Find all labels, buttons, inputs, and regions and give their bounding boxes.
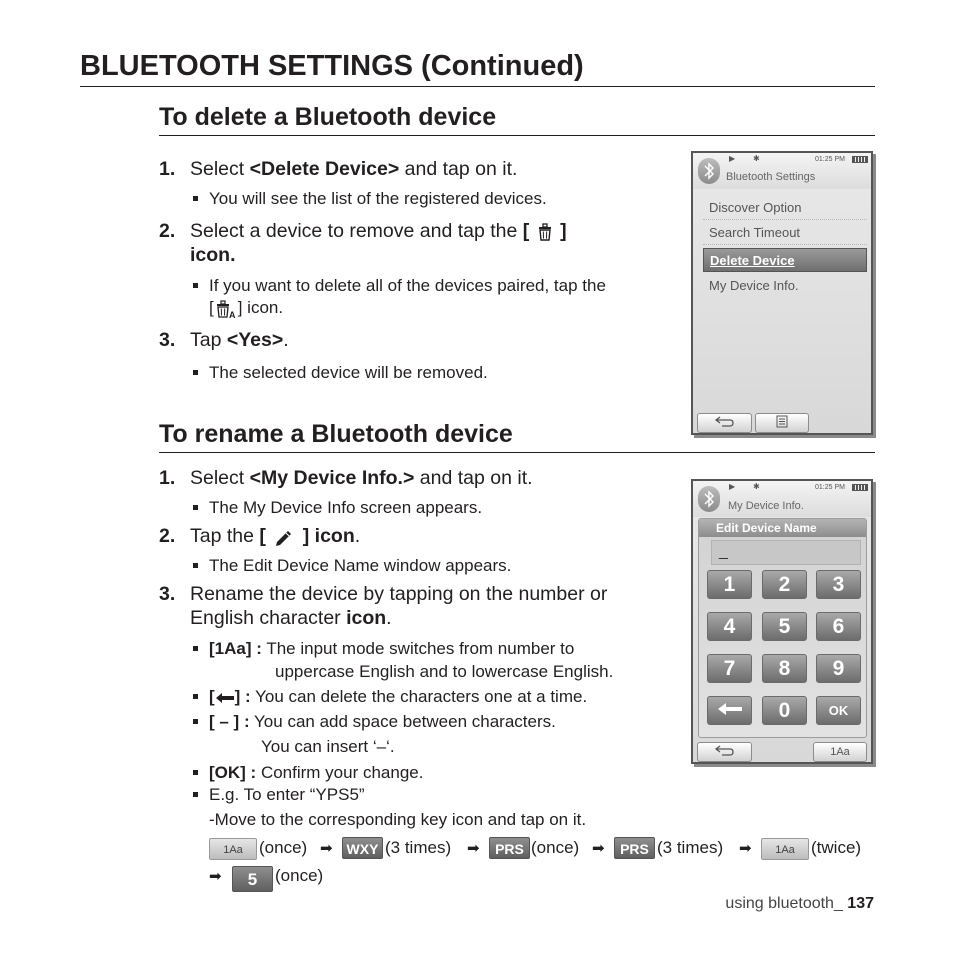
delete-bullet-2-line2: [ A ] icon.: [209, 298, 284, 319]
rename-heading: To rename a Bluetooth device: [159, 420, 513, 448]
name-input[interactable]: _: [711, 540, 861, 565]
key-0[interactable]: 0: [762, 696, 807, 725]
chip-1aa: 1Aa: [209, 838, 257, 860]
back-arrow-icon: [714, 414, 736, 428]
rename-step-3: 3. Rename the device by tapping on the number or English character icon.: [159, 583, 608, 629]
bluetooth-settings-screen: [691, 151, 873, 435]
delete-rule: [159, 135, 875, 136]
example-instruction: -Move to the corresponding key icon and tap on it.: [209, 810, 587, 829]
menu-item-my-device-info[interactable]: My Device Info.: [709, 278, 799, 293]
key-6[interactable]: 6: [816, 612, 861, 641]
trash-icon: [535, 222, 555, 242]
key-3[interactable]: 3: [816, 570, 861, 599]
screen-title: Bluetooth Settings: [726, 171, 816, 183]
mode-bullet-line2: uppercase English and to lowercase English.: [275, 662, 614, 681]
clock-text: 01:25 PM: [815, 156, 845, 163]
menu-item-search-timeout[interactable]: Search Timeout: [703, 221, 867, 245]
ok-key[interactable]: OK: [816, 696, 861, 725]
back-arrow-icon: [714, 743, 736, 757]
play-icon: ▶: [729, 154, 736, 163]
my-device-info-screen: [691, 479, 873, 764]
rename-rule: [159, 452, 875, 453]
bluetooth-status-icon: ✱: [753, 482, 760, 491]
trash-all-icon: [214, 299, 238, 319]
chip-5: 5: [232, 866, 273, 892]
delete-step-2: 2. Select a device to remove and tap the [ ] icon.: [159, 220, 567, 266]
clock-text: 01:25 PM: [815, 484, 845, 491]
page-footer: using bluetooth_ 137: [725, 895, 874, 912]
menu-item-delete-device[interactable]: Delete Device: [703, 248, 867, 272]
key-5[interactable]: 5: [762, 612, 807, 641]
arrow-icon: ➡: [467, 840, 480, 857]
backspace-arrow-icon: [215, 691, 235, 705]
page-title: BLUETOOTH SETTINGS (Continued): [80, 50, 584, 82]
svg-text:A: A: [228, 309, 236, 319]
key-1[interactable]: 1: [707, 570, 752, 599]
bluetooth-icon: [698, 158, 720, 184]
chip-prs: PRS: [489, 837, 530, 859]
backspace-key[interactable]: [707, 696, 752, 725]
arrow-icon: ➡: [739, 840, 752, 857]
delete-step-3: 3. Tap <Yes>.: [159, 329, 289, 351]
key-4[interactable]: 4: [707, 612, 752, 641]
screen-title: My Device Info.: [728, 500, 804, 512]
battery-icon: [852, 484, 868, 491]
play-icon: ▶: [729, 482, 736, 491]
delete-heading: To delete a Bluetooth device: [159, 103, 497, 131]
back-button[interactable]: [697, 413, 752, 433]
back-button[interactable]: [697, 742, 752, 762]
backspace-arrow-icon: [716, 701, 744, 717]
arrow-icon: ➡: [592, 840, 605, 857]
rename-step-1: 1. Select <My Device Info.> and tap on it.: [159, 467, 533, 489]
page-number: 137: [847, 895, 874, 912]
battery-icon: [852, 156, 868, 163]
arrow-icon: ➡: [209, 868, 222, 885]
chip-1aa: 1Aa: [761, 838, 809, 860]
bluetooth-icon: [698, 486, 720, 512]
key-7[interactable]: 7: [707, 654, 752, 683]
input-mode-button[interactable]: 1Aa: [813, 742, 867, 762]
menu-item-discover-option[interactable]: Discover Option: [703, 196, 867, 220]
bluetooth-status-icon: ✱: [753, 154, 760, 163]
pencil-icon: [271, 527, 297, 547]
title-rule: [80, 86, 875, 87]
rename-step-2: 2. Tap the [ ] icon.: [159, 525, 361, 547]
list-icon: [775, 414, 789, 428]
key-2[interactable]: 2: [762, 570, 807, 599]
chip-wxy: WXY: [342, 837, 383, 859]
key-9[interactable]: 9: [816, 654, 861, 683]
menu-button[interactable]: [755, 413, 809, 433]
chip-prs: PRS: [614, 837, 655, 859]
arrow-icon: ➡: [320, 840, 333, 857]
space-bullet-line2: You can insert ‘–‘.: [261, 737, 395, 756]
delete-step-1: 1. Select <Delete Device> and tap on it.: [159, 158, 518, 180]
panel-title: Edit Device Name: [699, 519, 866, 537]
key-8[interactable]: 8: [762, 654, 807, 683]
